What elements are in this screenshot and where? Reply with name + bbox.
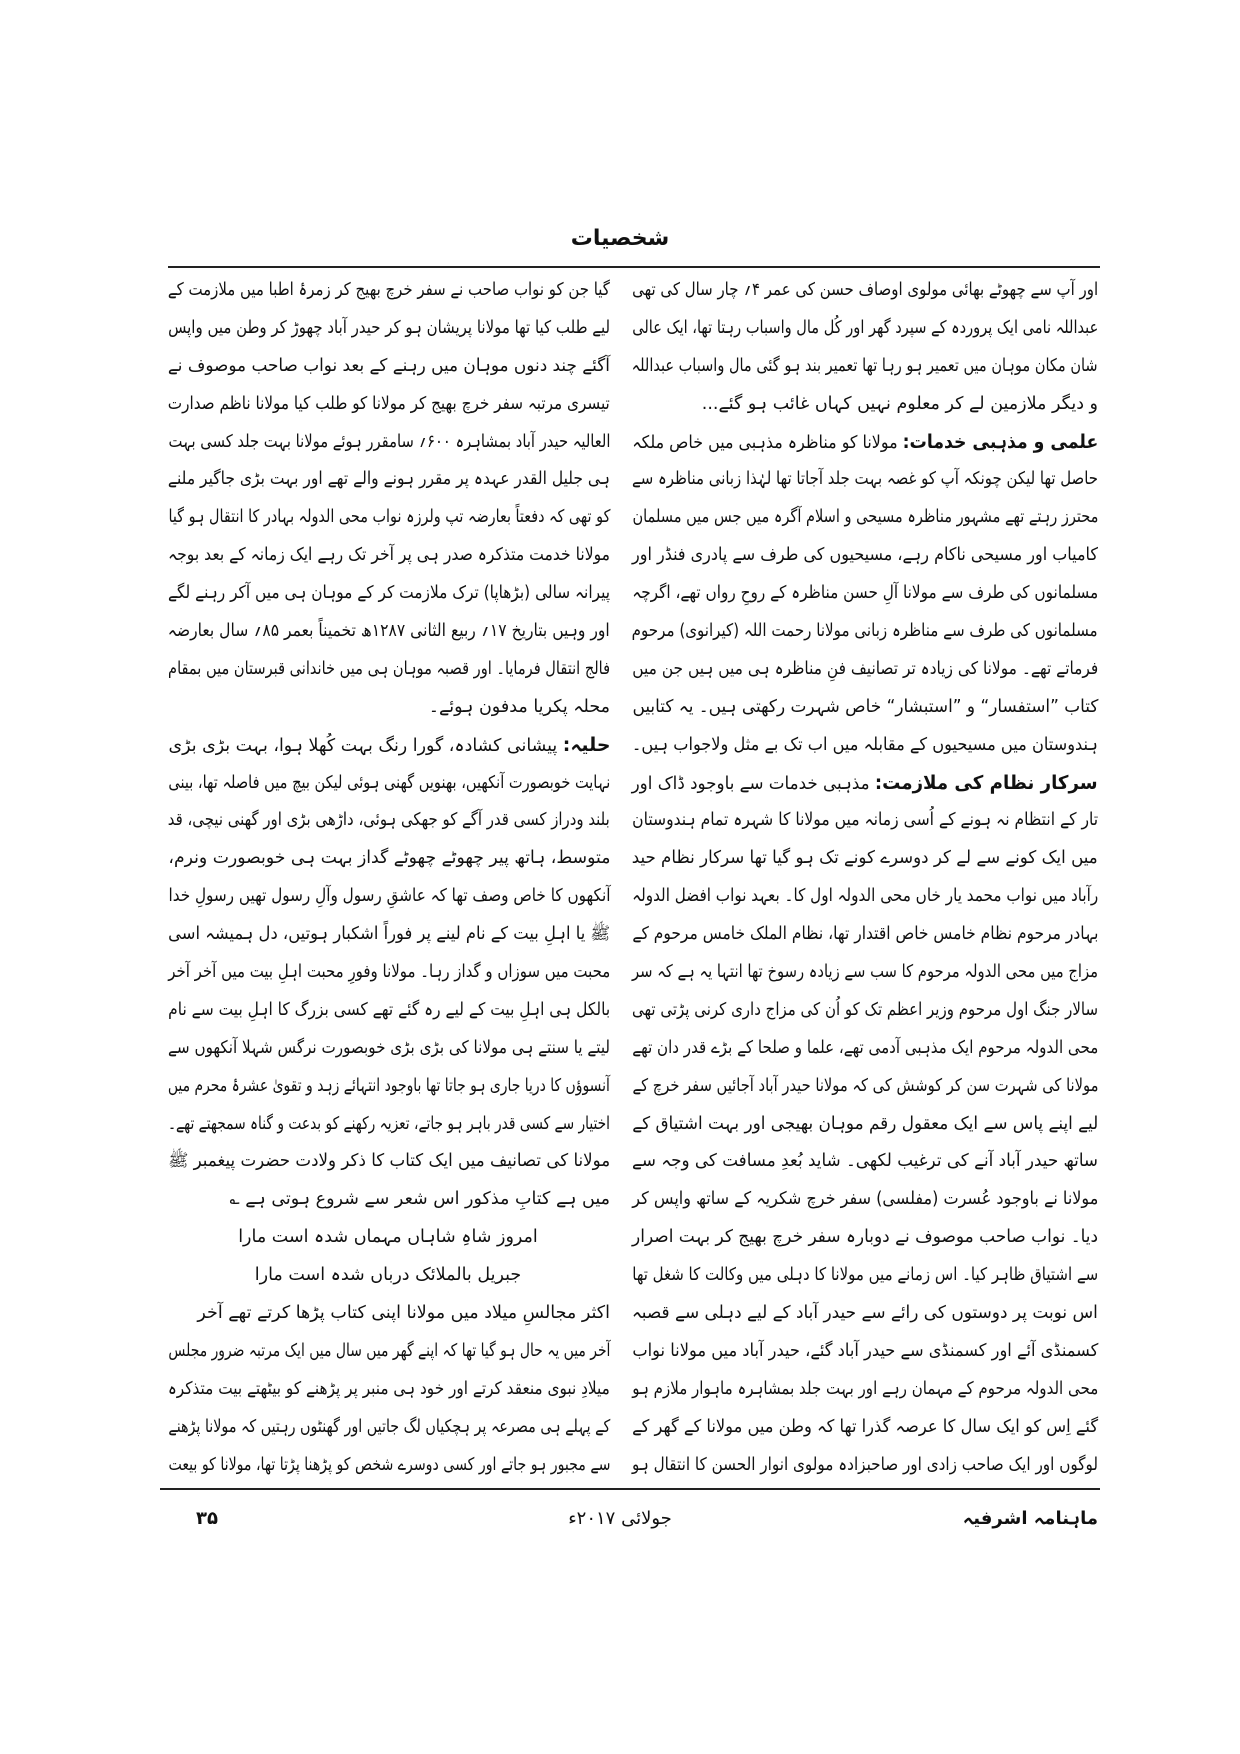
text-line [166, 1447, 610, 1485]
text-line [630, 1447, 1098, 1485]
text-line [166, 1068, 610, 1106]
text-line [166, 916, 610, 954]
text-line [166, 651, 610, 689]
line-text: و دیگر ملازمین لے کر معلوم نہیں کہاں غائب ہو گئے... [701, 393, 1098, 414]
line-text: رآباد میں نواب محمد یار خاں محی الدولہ اول کا۔ بعہد نواب افضل الدولہ [632, 886, 1098, 907]
footer-magazine-name: ماہنامہ اشرفیہ [962, 1508, 1098, 1529]
text-line [630, 461, 1098, 499]
text-line [630, 348, 1098, 386]
text-line [630, 916, 1098, 954]
line-text: جبریل بالملائک درباں شدہ است مارا [254, 1265, 522, 1286]
text-line [630, 954, 1098, 992]
line-text: اختیار سے کسی قدر باہر ہو جاتے، تعزیہ رکھنے کو بدعت و گناہ سمجھتے تھے۔ [167, 1113, 610, 1134]
text-line [166, 1371, 610, 1409]
text-line [166, 878, 610, 916]
line-text: لیے اپنے پاس سے ایک معقول رقم موہان بھیجی اور بہت اشتیاق کے [631, 1113, 1098, 1134]
text-line [630, 537, 1098, 575]
text-line [166, 992, 610, 1030]
text-line [630, 613, 1098, 651]
line-text: سے اشتیاق ظاہر کیا۔ اس زمانے میں مولانا کا دہلی میں وکالت کا شغل تھا [632, 1265, 1098, 1286]
line-text: سالار جنگ اول مرحوم وزیر اعظم تک کو اُن کی مزاج داری کرنی پڑتی تھی [631, 999, 1098, 1020]
header-divider [168, 266, 1100, 268]
text-line [166, 802, 610, 840]
line-text: کے پہلے ہی مصرعہ پر ہچکیاں لگ جاتیں اور گھنٹوں رہتیں کہ مولانا پڑھنے [168, 1416, 610, 1437]
line-text: محبت میں سوزاں و گداز رہا۔ مولانا وفورِ محبت اہلِ بیت میں آخر آخر [167, 962, 610, 983]
text-line [166, 1106, 610, 1144]
text-line [630, 1371, 1098, 1409]
line-text: محترز رہتے تھے مشہور مناظرہ مسیحی و اسلام آگرہ میں جس میں مسلمان [631, 507, 1098, 528]
line-text: مولانا خدمت متذکرہ صدر ہی پر آخر تک رہے ایک زمانہ کے بعد بوجہ [168, 545, 610, 566]
text-line [166, 575, 610, 613]
line-text: فرماتے تھے۔ مولانا کی زیادہ تر تصانیف فنِ مناظرہ ہی میں ہیں جن میں [631, 658, 1098, 679]
line-text: ﷺ یا اہلِ بیت کے نام لینے پر فوراً اشکبار ہوتیں، دل ہمیشہ اسی [167, 924, 610, 945]
text-line [166, 537, 610, 575]
line-text: فالج انتقال فرمایا۔ اور قصبہ موہان ہی میں خاندانی قبرستان میں بمقام [167, 658, 610, 679]
line-text: عبداللہ نامی ایک پروردہ کے سپرد گھر اور کُل مال واسباب رہتا تھا، ایک عالی [631, 317, 1098, 338]
text-line [630, 1219, 1098, 1257]
text-line [630, 1068, 1098, 1106]
line-text: شان مکان موہان میں تعمیر ہو رہا تھا تعمیر بند ہو گئی مال واسباب عبداللہ [632, 355, 1098, 376]
line-text: کسمنڈی آئے اور کسمنڈی سے حیدر آباد گئے، حیدر آباد میں مولانا نواب [631, 1340, 1098, 1361]
left-column [166, 272, 610, 1485]
line-text: نہایت خوبصورت آنکھیں، بھنویں گھنی ہوئی لیکن بیچ میں فاصلہ تھا، بینی [167, 772, 610, 793]
text-line [166, 348, 610, 386]
line-text: پیشانی کشادہ، گورا رنگ بہت کُھلا ہوا، بہت بڑی بڑی [168, 735, 563, 756]
text-line [630, 1409, 1098, 1447]
text-line [166, 613, 610, 651]
subheading: حلیہ: [562, 733, 610, 756]
text-line [630, 1030, 1098, 1068]
line-text: آخر میں یہ حال ہو گیا تھا کہ اپنے گھر میں سال میں ایک مرتبہ ضرور مجلس [167, 1340, 610, 1361]
line-text: مولانا نے باوجود عُسرت (مفلسی) سفر خرچ شکریہ کے ساتھ واپس کر [631, 1189, 1098, 1210]
text-line [166, 1295, 610, 1333]
line-text: پیرانہ سالی (بڑھاپا) ترک ملازمت کر کے موہان ہی میں آکر رہنے لگے [168, 583, 610, 604]
text-line [630, 651, 1098, 689]
subheading: سرکار نظام کی ملازمت: [875, 771, 1098, 794]
text-line [166, 386, 610, 424]
line-text: گیا جن کو نواب صاحب نے سفر خرچ بھیج کر زمرۂ اطبا میں ملازمت کے [167, 280, 610, 300]
line-text: سے مجبور ہو جاتے اور کسی دوسرے شخص کو پڑھنا پڑتا تھا، مولانا کو بیعت [167, 1454, 610, 1475]
text-line [630, 689, 1098, 727]
text-line [630, 1143, 1098, 1181]
line-text: بہادر مرحوم نظام خامس خاص اقتدار تھا، نظام الملک خامس مرحوم کے [631, 924, 1098, 945]
line-text: تیسری مرتبہ سفر خرچ بھیج کر مولانا کو طلب کیا مولانا ناظم صدارت [167, 393, 610, 414]
footer-issue-date: جولائی ۲۰۱۷ء [568, 1508, 672, 1529]
line-text: میں ایک کونے سے لے کر دوسرے کونے تک ہو گیا تھا سرکار نظام حید [631, 848, 1098, 869]
line-text: بالکل ہی اہلِ بیت کے لیے رہ گئے تھے کسی بزرگ کا اہلِ بیت سے نام [168, 999, 610, 1020]
right-column [630, 272, 1098, 1485]
text-line [166, 499, 610, 537]
line-text: کتاب ”استفسار“ و ”استبشار“ خاص شہرت رکھتی ہیں۔ یہ کتابیں [631, 696, 1098, 717]
text-line [166, 310, 610, 348]
line-text: محی الدولہ مرحوم کے مہمان رہے اور بہت جلد بمشاہرہ ماہوار ملازم ہو [632, 1378, 1098, 1399]
line-text: مسلمانوں کی طرف سے مناظرہ زبانی مولانا رحمت اللہ (کیرانوی) مرحوم [632, 621, 1098, 642]
text-line [630, 386, 1098, 424]
line-text: دیا۔ نواب صاحب موصوف نے دوبارہ سفر خرچ بھیج کر بہت اصرار [631, 1227, 1098, 1248]
text-line [630, 424, 1098, 462]
subheading: علمی و مذہبی خدمات: [902, 430, 1098, 453]
line-text: کو تھی کہ دفعتاً بعارضہ تپ ولرزہ نواب محی الدولہ بہادر کا انتقال ہو گیا [168, 507, 610, 528]
line-text: ساتھ حیدر آباد آنے کی ترغیب لکھی۔ شاید بُعدِ مسافت کی وجہ سے [632, 1151, 1098, 1172]
text-line [630, 765, 1098, 803]
line-text: تار کے انتظام نہ ہونے کے اُسی زمانہ میں مولانا کا شہرہ تمام ہندوستان [631, 810, 1098, 831]
text-line [630, 1181, 1098, 1219]
page-number: ۳۵ [196, 1508, 218, 1529]
line-text: العالیہ حیدر آباد بمشاہرہ ۶۰۰؍ سامقرر ہوئے مولانا بہت جلد کسی بہت [167, 431, 610, 452]
line-text: محلہ پکریا مدفون ہوئے۔ [428, 696, 610, 717]
line-text: آنسوؤں کا دریا جاری ہو جاتا تھا باوجود انتہائے زہد و تقویٰ عشرۂ محرم میں [168, 1075, 610, 1096]
line-text: مسلمانوں کی طرف سے مولانا آلِ حسن مناظرہ کے روحِ رواں تھے، اگرچہ [632, 583, 1098, 604]
line-text: اور آپ سے چھوٹے بھائی مولوی اوصاف حسن کی عمر ۴؍ چار سال کی تھی [631, 280, 1098, 300]
line-text: اور وہیں بتاریخ ۱۷؍ ربیع الثانی ۱۲۸۷ھ تخمیناً بعمر ۸۵؍ سال بعارضہ [168, 621, 610, 642]
section-title: شخصیات [570, 226, 670, 251]
text-line [166, 461, 610, 499]
line-text: محی الدولہ مرحوم ایک مذہبی آدمی تھے، علما و صلحا کے بڑے قدر دان تھے [631, 1037, 1098, 1058]
line-text: حاصل تھا لیکن چونکہ آپ کو غصہ بہت جلد آجاتا تھا لہٰذا زبانی مناظرہ سے [632, 469, 1098, 490]
text-line [166, 1143, 610, 1181]
line-text: امروز شاہِ شاہاں مہماں شدہ است مارا [238, 1227, 538, 1248]
text-line [166, 840, 610, 878]
line-text: ہندوستان میں مسیحیوں کے مقابلہ میں اب تک بے مثل ولاجواب ہیں۔ [632, 734, 1098, 755]
footer-divider [160, 1488, 1100, 1490]
text-line [630, 1257, 1098, 1295]
text-line [630, 1295, 1098, 1333]
text-line [166, 954, 610, 992]
line-text: مولانا کی شہرت سن کر کوشش کی کہ مولانا حیدر آباد آجائیں سفر خرچ کے [632, 1075, 1098, 1096]
text-line [630, 575, 1098, 613]
text-line [166, 424, 610, 462]
text-line [630, 840, 1098, 878]
text-line [166, 689, 610, 727]
line-text: گئے اِس کو ایک سال کا عرصہ گذرا تھا کہ وطن میں مولانا کے گھر کے [631, 1416, 1098, 1437]
verse-line [166, 1257, 610, 1295]
line-text: مذہبی خدمات سے باوجود ڈاک اور [632, 773, 876, 794]
text-line [166, 1030, 610, 1068]
text-line [630, 802, 1098, 840]
text-line [166, 1409, 610, 1447]
text-line [630, 878, 1098, 916]
text-line [630, 992, 1098, 1030]
line-text: کامیاب اور مسیحی ناکام رہے، مسیحیوں کی طرف سے پادری فنڈر اور [631, 545, 1098, 566]
line-text: آگئے چند دنوں موہان میں رہنے کے بعد نواب صاحب موصوف نے [167, 355, 610, 376]
line-text: مزاج میں محی الدولہ مرحوم کا سب سے زیادہ رسوخ تھا انتہا یہ ہے کہ سر [631, 962, 1098, 983]
text-line [166, 727, 610, 765]
line-text: لیتے یا سنتے ہی مولانا کی بڑی بڑی خوبصورت نرگس شہلا آنکھوں سے [167, 1037, 610, 1058]
text-line [630, 1106, 1098, 1144]
text-line [630, 1333, 1098, 1371]
verse-line [166, 1219, 610, 1257]
text-line [630, 499, 1098, 537]
line-text: اکثر مجالسِ میلاد میں مولانا اپنی کتاب پڑھا کرتے تھے آخر [197, 1303, 610, 1324]
line-text: ہی جلیل القدر عہدہ پر مقرر ہونے والے تھے اور بہت بڑی جاگیر ملنے [168, 469, 610, 490]
line-text: آنکھوں کا خاص وصف تھا کہ عاشقِ رسول وآلِ رسول تھیں رسولِ خدا [168, 886, 610, 907]
line-text: متوسط، ہاتھ پیر چھوٹے چھوٹے گداز بہت ہی خوبصورت ونرم، [167, 848, 610, 869]
text-line [630, 727, 1098, 765]
line-text: لیے طلب کیا تھا مولانا پریشان ہو کر حیدر آباد چھوڑ کر وطن میں واپس [168, 317, 610, 338]
line-text: بلند ودراز کسی قدر آگے کو جھکی ہوئی، داڑھی بڑی اور گھنی نیچی، قد [168, 810, 610, 831]
text-line [630, 272, 1098, 310]
text-line [166, 272, 610, 310]
line-text: میں ہے کتابِ مذکور اس شعر سے شروع ہوتی ہے ؎ [229, 1189, 610, 1210]
line-text: اس نوبت پر دوستوں کی رائے سے حیدر آباد کے لیے دہلی سے قصبہ [631, 1303, 1098, 1324]
text-line [166, 1181, 610, 1219]
text-line [166, 765, 610, 803]
line-text: میلادِ نبوی منعقد کرتے اور خود ہی منبر پر پڑھنے کو بیٹھتے بیت متذکرہ [168, 1378, 610, 1399]
text-line [630, 310, 1098, 348]
line-text: لوگوں اور ایک صاحب زادی اور صاحبزادہ مولوی انوار الحسن کا انتقال ہو [632, 1454, 1098, 1475]
line-text: مولانا کی تصانیف میں ایک کتاب کا ذکر ولادت حضرت پیغمبر ﷺ [167, 1151, 610, 1172]
line-text: مولانا کو مناظرہ مذہبی میں خاص ملکہ [632, 432, 903, 453]
text-line [166, 1333, 610, 1371]
